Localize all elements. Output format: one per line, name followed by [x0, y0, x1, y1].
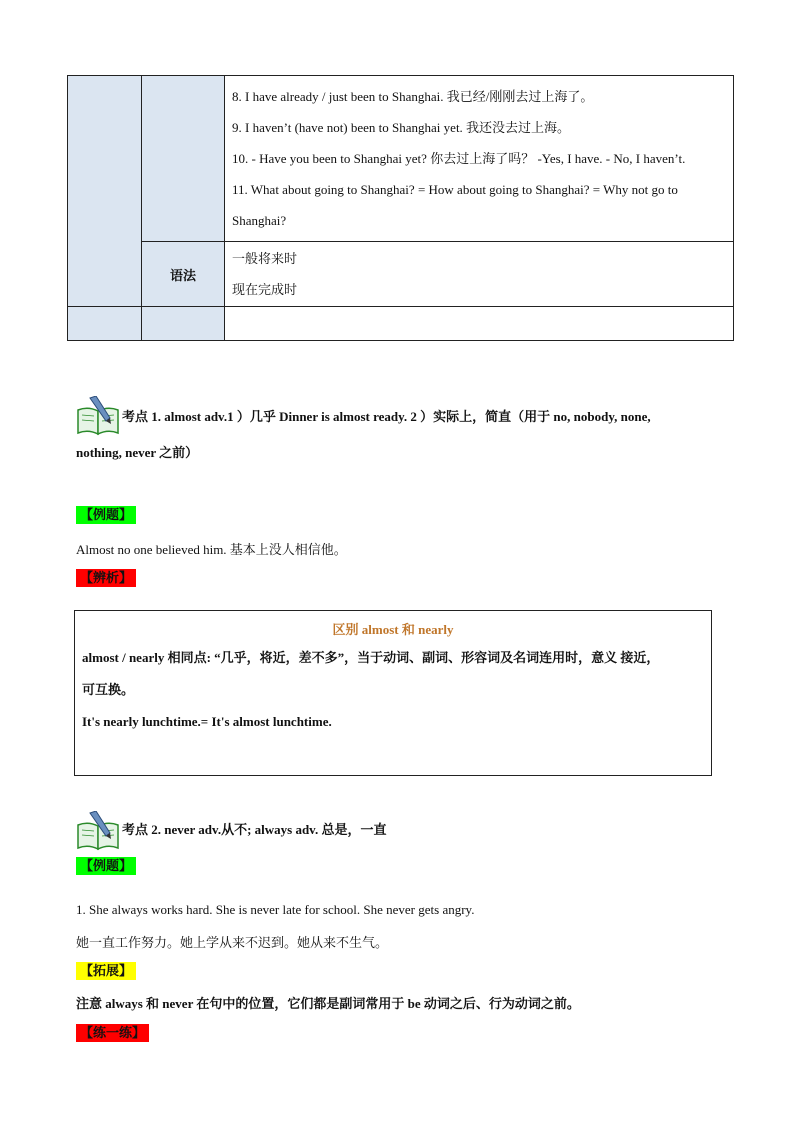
- example-sentence-zh: 她一直工作努力。她上学从来不迟到。她从来不生气。: [76, 935, 389, 950]
- example-tag: 【例题】: [76, 857, 136, 875]
- extend-text: 注意 always 和 never 在句中的位置，它们都是副词常用于 be 动词之后、行为动词之前。: [76, 996, 580, 1011]
- practice-tag: 【练一练】: [76, 1024, 149, 1042]
- point-1-title-cont: nothing, never 之前）: [76, 445, 199, 460]
- book-pen-icon: [76, 811, 122, 856]
- sentences-cell: [225, 76, 734, 242]
- extend-tag: 【拓展】: [76, 962, 136, 980]
- point-1-title: 考点 1. almost adv.1 ）几乎 Dinner is almost ready. 2 ）实际上，简直（用于 no, nobody, none,: [122, 409, 651, 424]
- comparison-line: 可互换。: [82, 682, 135, 697]
- example-sentence-en: 1. She always works hard. She is never late for school. She never gets angry.: [76, 902, 475, 917]
- sentence-11-cont: Shanghai?: [232, 213, 287, 228]
- table-cell-blank: [142, 76, 225, 242]
- sentence-9: 9. I haven’t (have not) been to Shanghai yet. 我还没去过上海。: [232, 120, 571, 135]
- sentence-8: 8. I have already / just been to Shanghai. 我已经/刚刚去过上海了。: [232, 89, 594, 104]
- point-2-title: 考点 2. never adv.从不; always adv. 总是，一直: [122, 822, 387, 837]
- comparison-box: [74, 610, 712, 776]
- example-tag: 【例题】: [76, 506, 136, 524]
- sentence-11: 11. What about going to Shanghai? = How about going to Shanghai? = Why not go to: [232, 182, 678, 197]
- example-sentence: Almost no one believed him. 基本上没人相信他。: [76, 542, 347, 557]
- summary-table: [67, 75, 734, 341]
- table-cell-blank: [68, 76, 142, 307]
- table-cell-blank: [225, 307, 734, 341]
- table-cell-blank: [68, 307, 142, 341]
- comparison-line: almost / nearly 相同点: “几乎，将近，差不多”，当于动词、副词、形容词及名词连用时，意义 接近，: [82, 650, 660, 665]
- analysis-tag: 【辨析】: [76, 569, 136, 587]
- grammar-label: 语法: [142, 242, 225, 307]
- comparison-example: It's nearly lunchtime.= It's almost lunchtime.: [82, 714, 332, 729]
- grammar-item: 现在完成时: [232, 282, 298, 297]
- comparison-title: 区别 almost 和 nearly: [332, 622, 454, 637]
- grammar-cell: [225, 242, 734, 307]
- sentence-10: 10. - Have you been to Shanghai yet? 你去过上海了吗？ -Yes, I have. - No, I haven’t.: [232, 151, 686, 166]
- table-cell-blank: [142, 307, 225, 341]
- grammar-item: 一般将来时: [232, 251, 298, 266]
